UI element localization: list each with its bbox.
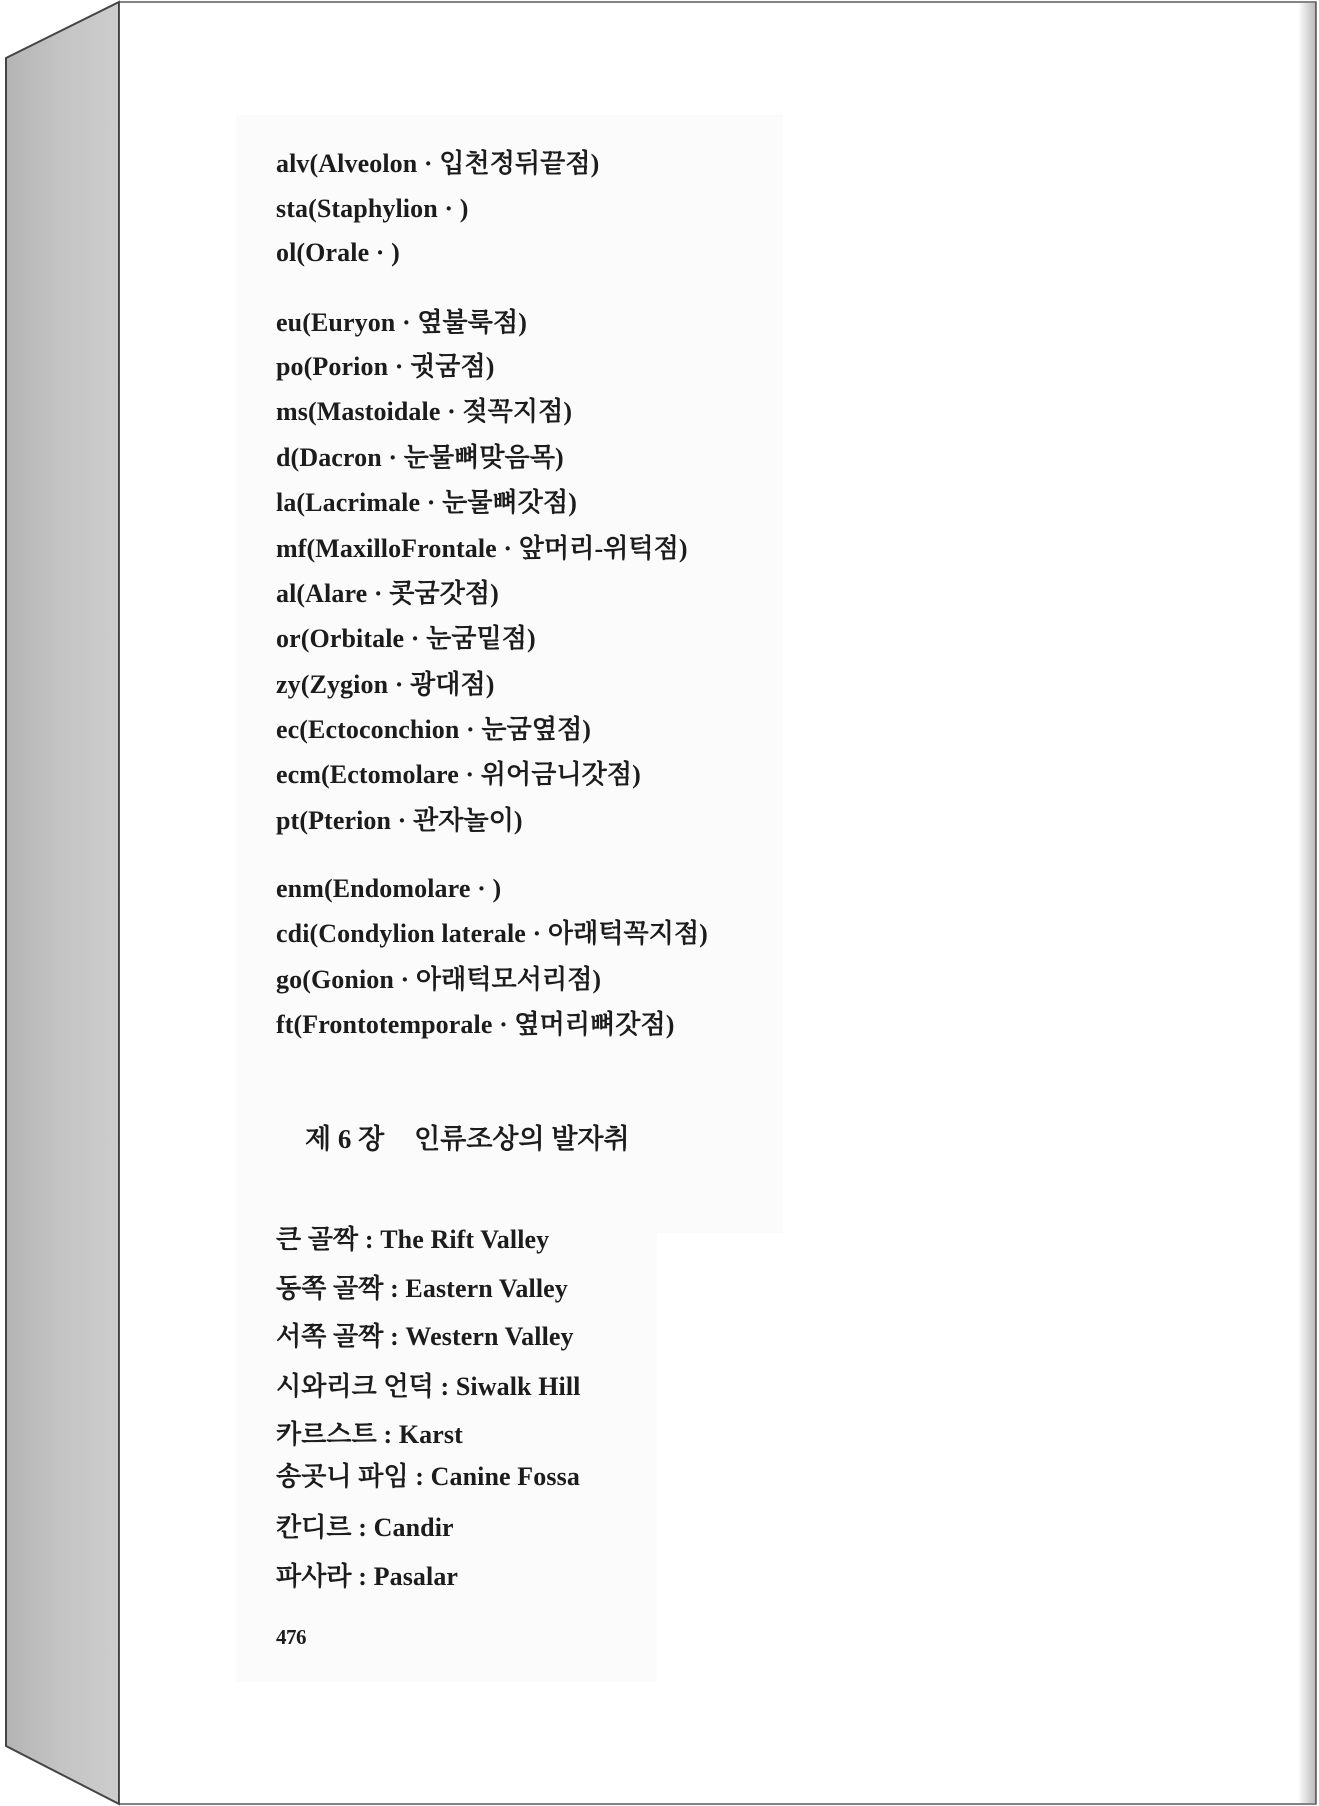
- landmark-entry: cdi(Condylion laterale · 아래턱꼭지점): [276, 919, 708, 948]
- landmark-entry: ol(Orale · ): [276, 238, 400, 267]
- glossary-entry: 큰 골짝 : The Rift Valley: [276, 1225, 550, 1254]
- landmark-entry: al(Alare · 콧굼갓점): [276, 579, 499, 608]
- glossary-entry: 시와리크 언덕 : Siwalk Hill: [276, 1372, 581, 1401]
- landmark-entry: zy(Zygion · 광대점): [276, 670, 495, 699]
- glossary-entry: 카르스트 : Karst: [276, 1420, 463, 1449]
- glossary-entry: 동쪽 골짝 : Eastern Valley: [276, 1274, 568, 1303]
- page-number: 476: [276, 1625, 306, 1649]
- landmark-entry: po(Porion · 귓굼점): [276, 352, 495, 381]
- landmark-entry: enm(Endomolare · ): [276, 874, 502, 903]
- glossary-entry: 서쪽 골짝 : Western Valley: [276, 1322, 574, 1351]
- landmark-entry: ec(Ectoconchion · 눈굼옆점): [276, 715, 592, 744]
- landmark-entry: pt(Pterion · 관자놀이): [276, 806, 523, 835]
- chapter-title: 인류조상의 발자취: [414, 1124, 630, 1154]
- landmark-entry: d(Dacron · 눈물뼈맞음목): [276, 443, 564, 472]
- landmark-entry: la(Lacrimale · 눈물뼈갓점): [276, 488, 577, 517]
- glossary-entry: 송곳니 파임 : Canine Fossa: [276, 1462, 580, 1491]
- landmark-entry: ecm(Ectomolare · 위어금니갓점): [276, 760, 641, 789]
- landmark-entry: alv(Alveolon · 입천정뒤끝점): [276, 149, 600, 178]
- glossary-entry: 칸디르 : Candir: [276, 1513, 454, 1542]
- landmark-entry: ft(Frontotemporale · 옆머리뼈갓점): [276, 1010, 675, 1039]
- landmark-entry: or(Orbitale · 눈굼밑점): [276, 624, 536, 653]
- landmark-entry: ms(Mastoidale · 젖꼭지점): [276, 397, 573, 426]
- landmark-entry: eu(Euryon · 옆불룩점): [276, 308, 527, 337]
- landmark-entry: mf(MaxilloFrontale · 앞머리-위턱점): [276, 534, 688, 563]
- glossary-entry: 파사라 : Pasalar: [276, 1562, 459, 1591]
- landmark-entry: sta(Staphylion · ): [276, 194, 469, 223]
- landmark-entry: go(Gonion · 아래턱모서리점): [276, 965, 602, 994]
- chapter-number: 제 6 장: [305, 1124, 385, 1154]
- chapter-heading: [305, 1123, 630, 1155]
